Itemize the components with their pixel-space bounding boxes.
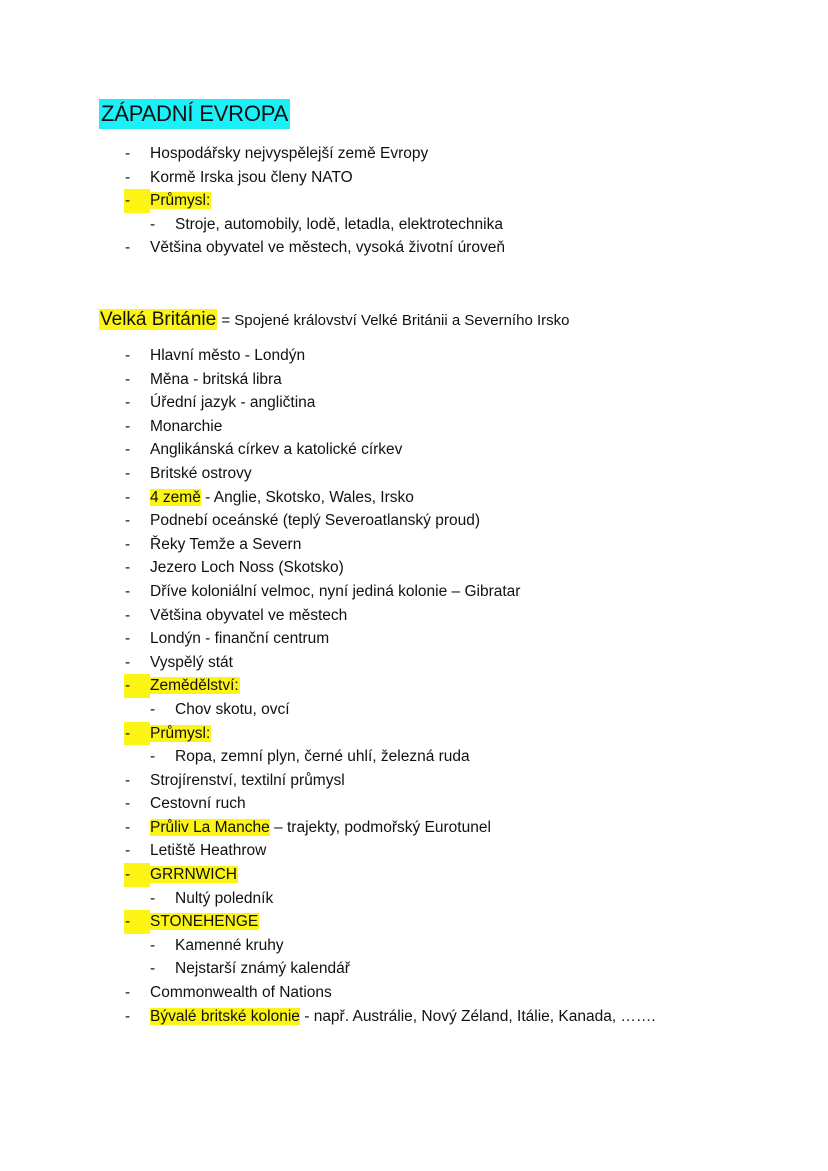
list-item-text [150,792,246,816]
bullet-dash: - [125,984,131,1002]
plain-text: Měna - britská libra [150,370,282,388]
plain-text: Úřední jazyk - angličtina [150,394,316,412]
bullet-dash: - [150,936,156,954]
plain-text: - Anglie, Skotsko, Wales, Irsko [200,488,414,506]
bullet-dash: - [125,630,131,648]
bullet-dash: - [125,464,131,482]
list-item-text [150,722,211,746]
bullet-dash: - [150,215,156,233]
plain-text: Stroje, automobily, lodě, letadla, elektrotechnika [175,215,503,233]
highlighted-text: Bývalé britské kolonie [150,1007,300,1025]
list-item-text [150,486,414,510]
bullet-dash: - [150,748,156,766]
bullet-dash: - [125,795,131,813]
list-item-text [150,651,233,675]
list-item-text [175,887,273,911]
plain-text: Commonwealth of Nations [150,984,332,1002]
plain-text: Hospodářsky nejvyspělejší země Evropy [150,145,429,162]
list-item-text [150,863,238,887]
plain-text: Většina obyvatel ve městech [150,606,348,624]
plain-text: Většina obyvatel ve městech, vysoká životní úroveň [150,239,505,257]
plain-text: Hlavní město - Londýn [150,347,306,364]
plain-text: Vyspělý stát [150,653,233,671]
list-item-text [150,344,305,368]
list-item-text [150,981,332,1005]
plain-text: Chov skotu, ovcí [175,700,290,718]
bullet-dash: - [125,168,131,186]
bullet-dash: - [125,441,131,459]
list-item-text [150,910,259,934]
highlighted-text: Průmysl: [150,192,211,210]
plain-text: Nejstarší známý kalendář [175,960,350,978]
list-item-text [175,745,470,769]
bullet-dash: - [124,910,150,934]
bullet-dash: - [125,818,131,836]
bullet-dash: - [125,512,131,530]
bullet-dash: - [124,722,150,746]
plain-text: Řeky Temže a Severn [150,535,302,553]
plain-text: Ropa, zemní plyn, černé uhlí, železná ruda [175,748,470,766]
plain-text: Nultý poledník [175,889,274,907]
list-item-text [175,698,290,722]
plain-text: Londýn - finanční centrum [150,630,330,648]
bullet-dash: - [125,347,131,364]
plain-text: Dříve koloniální velmoc, nyní jediná kolonie – Gibratar [150,582,521,600]
list-item-text [150,839,266,863]
highlighted-text: Průmysl: [150,724,211,742]
list-item-text [150,236,505,260]
plain-text: Anglikánská církev a katolické církev [150,441,403,459]
plain-text: Monarchie [150,417,223,435]
bullet-dash: - [150,889,156,907]
list-item-text [150,769,345,793]
plain-text: Letiště Heathrow [150,842,267,860]
bullet-dash: - [125,1007,131,1025]
list-item-text [150,674,240,698]
heading-great-britain-title: Velká Británie [100,309,217,330]
list-item-text [150,627,329,651]
plain-text: Kamenné kruhy [175,936,284,954]
bullet-dash: - [125,145,131,162]
highlighted-text: Zemědělství: [150,677,239,695]
bullet-dash: - [150,960,156,978]
list-item-text [150,438,402,462]
list-item-text [175,957,350,981]
list-item-text [150,166,353,190]
plain-text: - např. Austrálie, Nový Zéland, Itálie, Kanada, ……. [299,1007,656,1025]
list-item-text [150,509,480,533]
bullet-dash: - [125,535,131,553]
bullet-dash: - [125,417,131,435]
bullet-dash: - [125,370,131,388]
highlighted-text: Průliv La Manche [150,818,270,836]
plain-text: Cestovní ruch [150,795,246,813]
list-item-text [150,142,428,166]
list-item-text [175,934,284,958]
bullet-dash: - [124,674,150,698]
heading-great-britain [99,308,569,333]
bullet-dash: - [125,394,131,412]
list-item-text [150,368,282,392]
bullet-dash: - [125,582,131,600]
plain-text: Britské ostrovy [150,464,252,482]
bullet-dash: - [150,700,156,718]
bullet-dash: - [125,771,131,789]
bullet-dash: - [125,488,131,506]
list-item-text [150,1005,656,1029]
heading-great-britain-subtitle: = Spojené království Velké Británii a Severního Irsko [217,312,570,329]
bullet-dash: - [125,653,131,671]
list-item-text [150,580,520,604]
highlighted-text: 4 země [150,488,201,506]
plain-text: Jezero Loch Noss (Skotsko) [150,559,344,577]
bullet-dash: - [125,559,131,577]
list-item-text [150,391,315,415]
bullet-dash: - [124,863,150,887]
plain-text: Kormě Irska jsou členy NATO [150,168,353,186]
bullet-dash: - [125,606,131,624]
list-item-text [150,604,347,628]
list-item-text [175,213,503,237]
list-item-text [150,556,344,580]
plain-text: Strojírenství, textilní průmysl [150,771,345,789]
highlighted-text: GRRNWICH [150,866,237,884]
list-item-text [150,189,211,213]
list-item-text [150,462,252,486]
list-item-text [150,816,491,840]
heading-western-europe: ZÁPADNÍ EVROPA [99,99,290,129]
plain-text: Podnebí oceánské (teplý Severoatlanský proud) [150,512,481,530]
list-item-text [150,533,301,557]
highlighted-text: STONEHENGE [150,913,259,931]
plain-text: – trajekty, podmořský Eurotunel [269,818,491,836]
bullet-dash: - [124,189,150,213]
list-item-text [150,415,222,439]
bullet-dash: - [125,239,131,257]
bullet-dash: - [125,842,131,860]
